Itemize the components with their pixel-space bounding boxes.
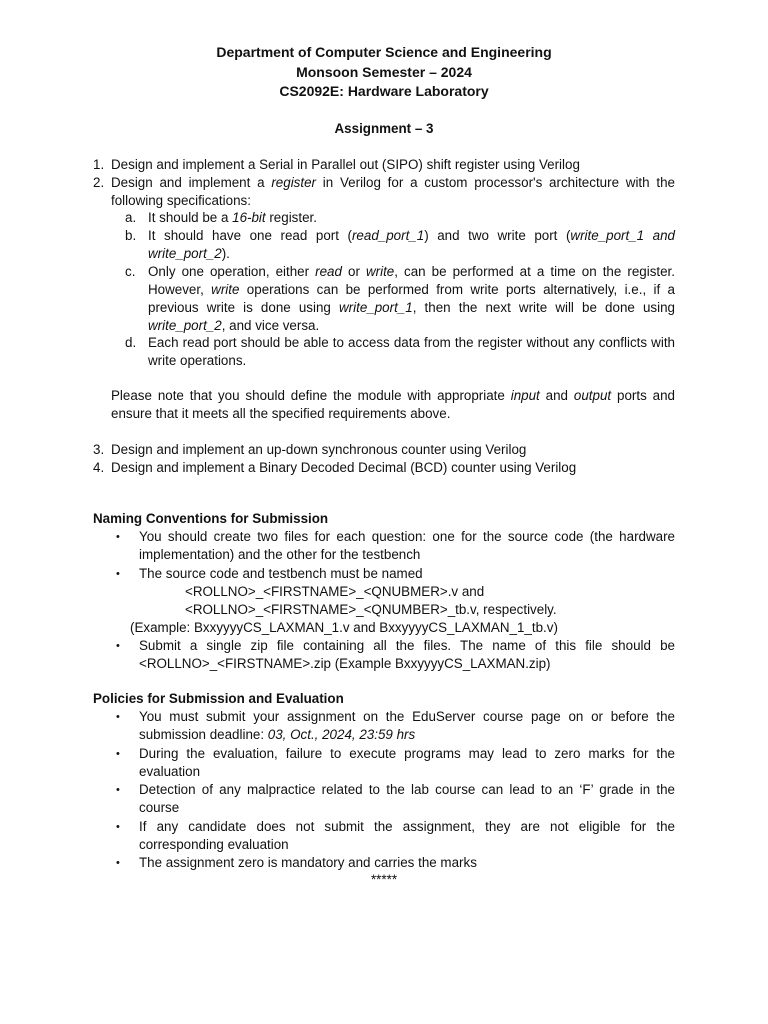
module-note: Please note that you should define the module with appropriate input and output ports and ensure that it meets all the specified requirements above. [111,388,675,421]
naming-bullet-3: Submit a single zip file containing all the files. The name of this file should be <ROLLNO>_<FIRSTNAME>.zip (Example BxxyyyyCS_LAXMAN.zip) [139,638,675,671]
policy-bullet-4: If any candidate does not submit the assignment, they are not eligible for the corresponding evaluation [139,819,675,852]
spec-label: c. [125,264,136,279]
testbench-filename-pattern: <ROLLNO>_<FIRSTNAME>_<QNUMBER>_tb.v, respectively. [185,602,557,617]
question-number: 4. [93,460,105,475]
spec-d-text: Each read port should be able to access data from the register without any conflicts with write operations. [148,335,675,368]
bullet-icon: • [116,857,120,869]
bullet-icon: • [116,748,120,760]
policy-bullet-3: Detection of any malpractice related to the lab course can lead to an ‘F’ grade in the course [139,782,675,815]
end-marker: ***** [370,872,398,887]
question-3-text: Design and implement an up-down synchronous counter using Verilog [111,442,527,457]
bullet-icon: • [116,821,120,833]
question-number: 1. [93,157,105,172]
document-header [0,43,768,102]
question-number: 2. [93,175,105,190]
bullet-icon: • [116,531,120,543]
source-filename-pattern: <ROLLNO>_<FIRSTNAME>_<QNUBMER>.v and [185,584,485,599]
spec-c-text: Only one operation, either read or write, can be performed at a time on the register. However, write operations can be performed from write ports alternatively, i.e., if a previous write is done using write_port_1, then the next write will be done using write_port_2, and vice versa. [148,264,675,333]
spec-a-text: It should be a 16-bit register. [148,210,317,225]
policy-bullet-2: During the evaluation, failure to execute programs may lead to zero marks for the evaluation [139,746,675,779]
course-title: CS2092E: Hardware Laboratory [279,83,489,99]
naming-heading: Naming Conventions for Submission [93,511,329,526]
naming-bullet-2: The source code and testbench must be named [139,566,423,581]
policy-bullet-5: The assignment zero is mandatory and carries the marks [139,855,477,870]
naming-bullet-1: You should create two files for each question: one for the source code (the hardware implementation) and the other for the testbench [139,529,675,562]
policy-bullet-1: You must submit your assignment on the EduServer course page on or before the submission deadline: 03, Oct., 2024, 23:59 hrs [139,709,675,742]
bullet-icon: • [116,568,120,580]
spec-label: a. [125,210,137,225]
spec-b-text: It should have one read port (read_port_1) and two write port (write_port_1 and write_port_2). [148,228,676,261]
assignment-title: Assignment – 3 [334,121,434,136]
policies-heading: Policies for Submission and Evaluation [93,691,344,706]
semester: Monsoon Semester – 2024 [296,63,472,80]
bullet-icon: • [116,711,120,723]
bullet-icon: • [116,640,120,652]
question-4-text: Design and implement a Binary Decoded Decimal (BCD) counter using Verilog [111,460,577,475]
question-2-text: Design and implement a register in Verilog for a custom processor's architecture with the following specifications: [111,175,675,208]
bullet-icon: • [116,784,120,796]
department-name: Department of Computer Science and Engineering [216,44,552,60]
question-number: 3. [93,442,105,457]
spec-label: b. [125,228,137,243]
filename-example: (Example: BxxyyyyCS_LAXMAN_1.v and BxxyyyyCS_LAXMAN_1_tb.v) [130,620,558,635]
spec-label: d. [125,335,137,350]
question-1-text: Design and implement a Serial in Parallel out (SIPO) shift register using Verilog [111,157,580,172]
